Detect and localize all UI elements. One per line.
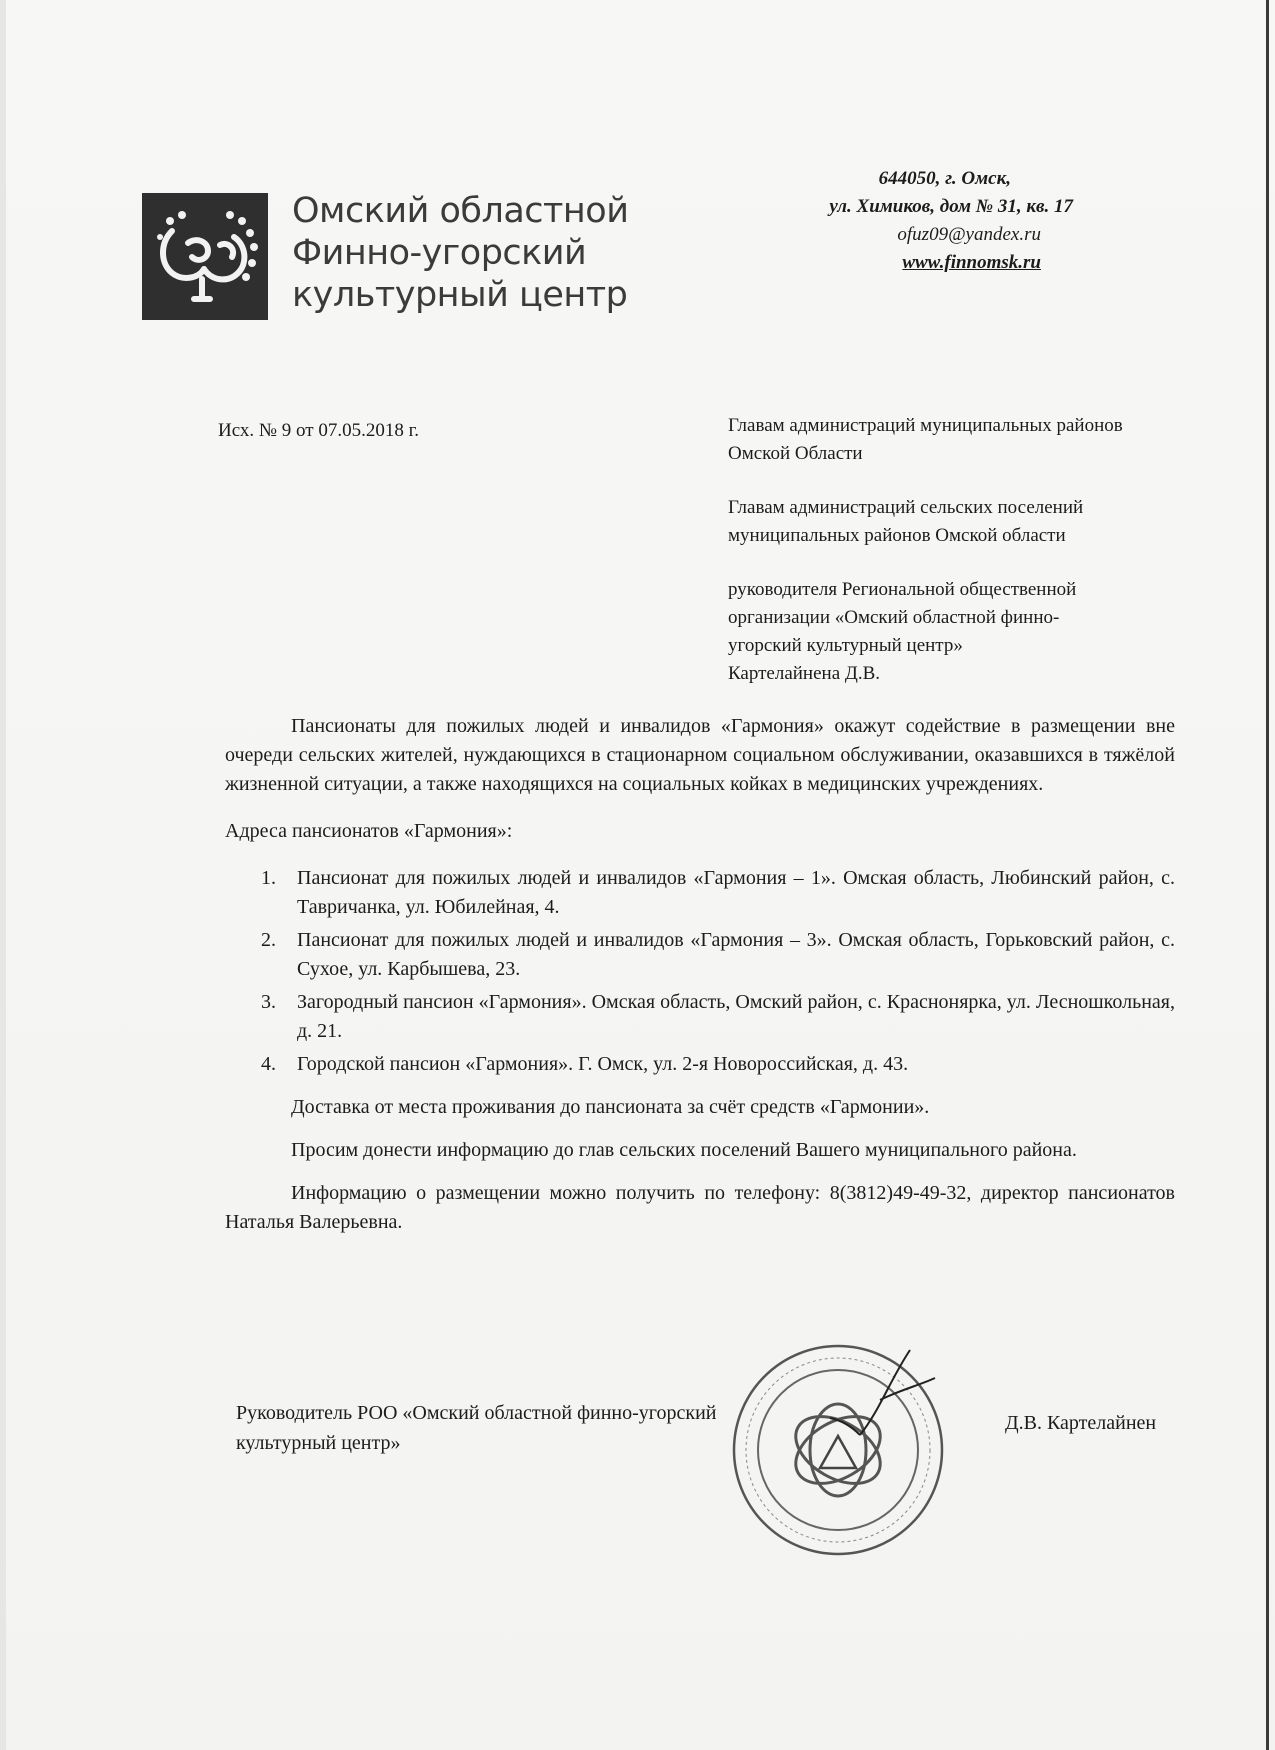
addressee-block	[728, 412, 1198, 714]
sender-address	[713, 165, 1073, 277]
bird-ornament-icon	[142, 193, 268, 320]
address-email[interactable]: ofuz09@yandex.ru	[897, 224, 1041, 245]
org-name-line: Финно-угорский	[292, 233, 587, 273]
address-city: 644050, г. Омск,	[878, 168, 1011, 189]
outgoing-reference: Исх. № 9 от 07.05.2018 г.	[218, 420, 419, 441]
list-item-text: Городской пансион «Гармония». Г. Омск, ул. 2-я Новороссийская, д. 43.	[297, 1053, 909, 1075]
organization-logo	[142, 193, 268, 320]
list-item-text: Пансионат для пожилых людей и инвалидов «Гармония – 1». Омская область, Любинский район, с. Тавричанка, ул. Юбилейная, 4.	[297, 867, 1175, 918]
address-street: ул. Химиков, дом № 31, кв. 17	[829, 196, 1073, 217]
signatory-name: Д.В. Картелайнен	[1005, 1412, 1157, 1434]
signatory-title	[236, 1398, 717, 1458]
request-paragraph: Просим донести информацию до глав сельских поселений Вашего муниципального района.	[291, 1139, 1077, 1161]
organization-name	[292, 190, 628, 316]
list-item-text: Загородный пансион «Гармония». Омская область, Омский район, с. Краснонярка, ул. Лесношкольная, д. 21.	[297, 991, 1175, 1042]
delivery-paragraph: Доставка от места проживания до пансионата за счёт средств «Гармонии».	[291, 1096, 930, 1118]
addressee-entry: руководителя Региональной общественной организации «Омский областной финно- угорский культурный центр» Картелайнена Д.В.	[728, 579, 1077, 684]
list-heading: Адреса пансионатов «Гармония»:	[225, 820, 513, 842]
handwritten-signature	[760, 1340, 960, 1460]
list-item	[225, 1050, 1175, 1079]
addressee-entry: Главам администраций сельских поселений муниципальных районов Омской области	[728, 497, 1084, 546]
signatory-title-line: Руководитель РОО «Омский областной финно-угорский	[236, 1402, 717, 1424]
addressee-entry: Главам администраций муниципальных районов Омской Области	[728, 415, 1123, 464]
list-item-number: 1.	[261, 867, 276, 889]
pension-address-list	[225, 864, 1175, 1079]
list-item	[225, 988, 1175, 1046]
org-name-line: культурный центр	[292, 275, 628, 315]
list-item-number: 2.	[261, 929, 276, 951]
list-item-text: Пансионат для пожилых людей и инвалидов «Гармония – 3». Омская область, Горьковский район, с. Сухое, ул. Карбышева, 23.	[297, 929, 1175, 980]
list-item	[225, 864, 1175, 922]
contact-paragraph: Информацию о размещении можно получить по телефону: 8(3812)49-49-32, директор пансионатов Наталья Валерьевна.	[225, 1182, 1175, 1233]
scan-edge-left	[0, 0, 6, 1750]
signatory-title-line: культурный центр»	[236, 1432, 401, 1454]
scan-edge-right	[1266, 0, 1269, 1750]
list-item-number: 4.	[261, 1053, 276, 1075]
intro-paragraph: Пансионаты для пожилых людей и инвалидов «Гармония» окажут содействие в размещении вне очереди сельских жителей, нуждающихся в стационарном социальном обслуживании, оказавшихся в тяжёлой жизненной ситуации, а также находящихся на социальных койках в медицинских учреждениях.	[225, 715, 1175, 795]
list-item-number: 3.	[261, 991, 276, 1013]
list-item	[225, 926, 1175, 984]
address-website-link[interactable]: www.finnomsk.ru	[902, 252, 1041, 273]
org-name-line: Омский областной	[292, 191, 629, 231]
letter-body	[225, 712, 1175, 1237]
